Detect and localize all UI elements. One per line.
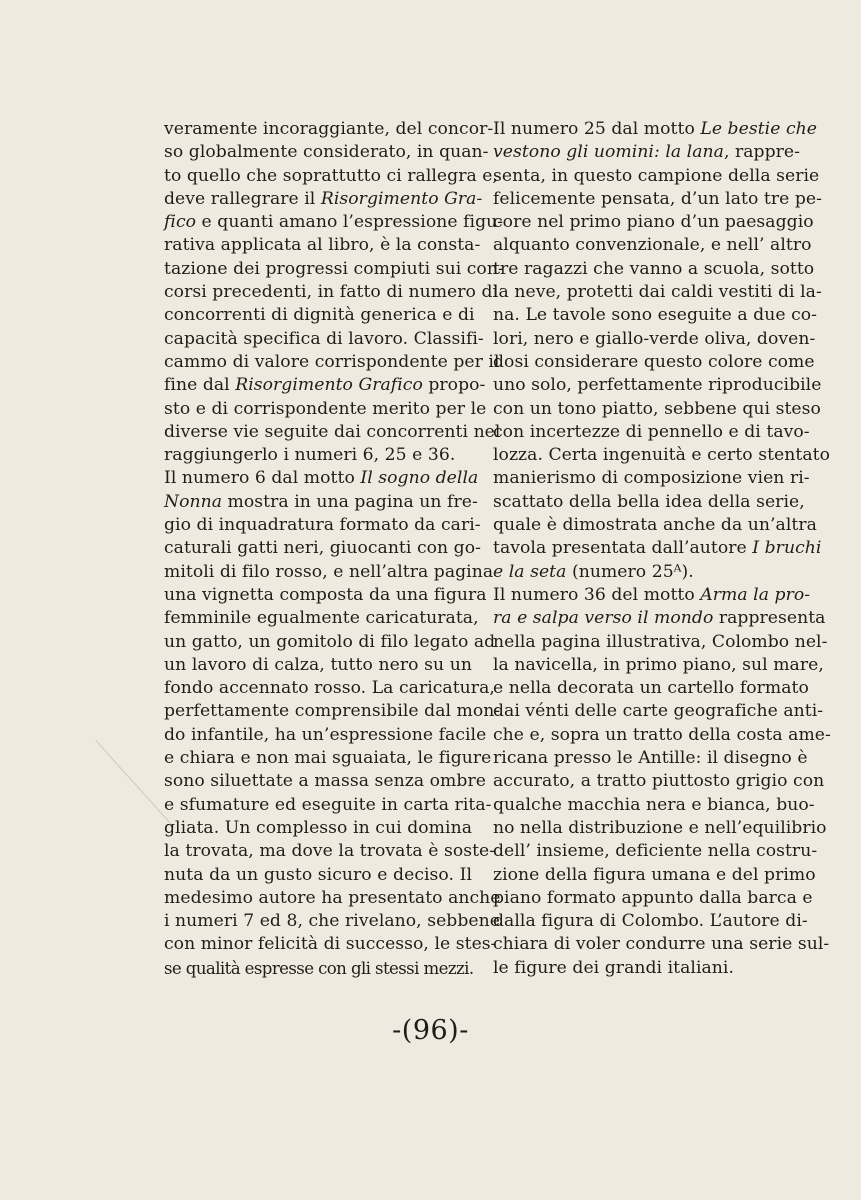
line-text: un gatto, un gomitolo di filo legato ad <box>164 631 496 652</box>
text-line <box>493 794 815 817</box>
text-line <box>164 211 504 234</box>
line-text: una vignetta composta da una figura <box>164 584 487 605</box>
line-text: se qualità espresse con gli stessi mezzi. <box>164 958 474 978</box>
line-text: zione della figura umana e del primo <box>493 864 816 885</box>
text-line <box>164 770 486 793</box>
line-text: tazione dei progressi compiuti sui con- <box>164 258 504 279</box>
text-line <box>164 957 472 980</box>
line-text: i numeri 7 ed 8, che rivelano, sebbene <box>164 911 500 932</box>
text-line <box>164 444 472 467</box>
line-text: rativa applicata al libro, è la consta- <box>164 235 481 256</box>
line-text: felicemente pensata, d’un lato tre pe- <box>493 188 822 209</box>
text-line <box>493 467 810 490</box>
italic-title-text: e la seta <box>493 561 567 582</box>
line-text: Il numero 6 dal motto <box>164 468 361 489</box>
line-text: capacità specifica di lavoro. Classifi- <box>164 328 484 349</box>
line-text: con minor felicità di successo, le stes- <box>164 934 497 955</box>
italic-title-text: vestono gli uomini: la lana <box>493 142 724 163</box>
line-text: uno solo, perfettamente riproducibile <box>493 375 822 396</box>
line-text: nuta da un gusto sicuro e deciso. Il <box>164 864 472 885</box>
line-text: cammo di valore corrispondente per il <box>164 351 500 372</box>
line-text: qualche macchia nera e bianca, buo- <box>493 794 815 815</box>
line-text: e sfumature ed eseguite in carta rita- <box>164 794 492 815</box>
text-line <box>164 188 483 211</box>
text-line <box>493 234 812 257</box>
line-text: dosi considerare questo colore come <box>493 351 815 372</box>
text-line <box>493 747 808 770</box>
line-text: che e, sopra un tratto della costa ame- <box>493 724 831 745</box>
text-line <box>164 141 489 164</box>
line-text: la navicella, in primo piano, sul mare, <box>493 654 824 675</box>
italic-title-text: Risorgimento Grafico <box>235 375 423 396</box>
text-line <box>164 910 500 933</box>
text-line <box>493 281 822 304</box>
line-text: lozza. Certa ingenuità e certo stentato <box>493 445 830 466</box>
page-number: -(96)- <box>392 1015 469 1046</box>
text-line <box>493 304 818 327</box>
text-line <box>164 421 501 444</box>
text-line <box>164 491 478 514</box>
line-text: mostra in una pagina un fre- <box>222 491 478 512</box>
line-text: con incertezze di pennello e di tavo- <box>493 421 810 442</box>
line-text: core nel primo piano d’un paesaggio <box>493 212 814 233</box>
text-line <box>493 607 826 630</box>
line-text: la neve, protetti dai caldi vestiti di la- <box>493 282 822 303</box>
text-line <box>164 677 495 700</box>
line-text: manierismo di composizione vien ri- <box>493 468 810 489</box>
line-text: alquanto convenzionale, e nell’ altro <box>493 235 812 256</box>
text-line <box>493 258 815 281</box>
text-line <box>164 724 487 747</box>
line-text: femminile egualmente caricaturata, <box>164 608 479 629</box>
text-line <box>164 258 504 281</box>
text-line <box>164 281 499 304</box>
line-text: sto e di corrispondente merito per le <box>164 398 487 419</box>
italic-title-text: Il sogno della <box>360 468 479 489</box>
text-line <box>493 677 809 700</box>
line-text: la trovata, ma dove la trovata è soste- <box>164 841 496 862</box>
line-text: nella pagina illustrativa, Colombo nel- <box>493 631 828 652</box>
text-line <box>164 747 492 770</box>
line-text: accurato, a tratto piuttosto grigio con <box>493 771 825 792</box>
text-line <box>164 584 487 607</box>
italic-title-text: fico <box>164 212 197 233</box>
line-text: no nella distribuzione e nell’equilibrio <box>493 817 827 838</box>
text-line <box>493 864 816 887</box>
text-line <box>493 211 814 234</box>
line-text: tavola presentata dall’autore <box>493 538 753 559</box>
line-text: e chiara e non mai sguaiata, le figure <box>164 748 492 769</box>
text-line <box>164 887 501 910</box>
text-line <box>493 840 818 863</box>
italic-title-text: Le bestie che <box>700 119 817 139</box>
text-line <box>493 817 827 840</box>
text-line <box>493 631 828 654</box>
text-line <box>164 840 496 863</box>
line-text: dalla figura di Colombo. L’autore di- <box>493 911 808 932</box>
line-text: e nella decorata un cartello formato <box>493 678 809 699</box>
line-text: Il numero 36 del motto <box>493 584 701 605</box>
text-line <box>493 654 824 677</box>
italic-title-text: ra e salpa verso il mondo <box>493 608 714 629</box>
line-text: , rappre- <box>723 142 800 163</box>
text-line <box>164 607 479 630</box>
text-line <box>493 561 797 584</box>
text-line <box>493 700 824 723</box>
text-line <box>164 631 496 654</box>
text-line <box>164 374 486 397</box>
line-text: perfettamente comprensibile dal mon- <box>164 701 501 722</box>
line-text: diverse vie seguite dai concorrenti nel <box>164 421 501 442</box>
line-text: sono siluettate a massa senza ombre <box>164 771 486 792</box>
italic-title-text: Arma la pro- <box>700 584 811 605</box>
line-text: lori, nero e giallo-verde oliva, doven- <box>493 328 816 349</box>
line-text: (numero 25ᴬ). <box>566 561 694 582</box>
margin-scan-mark <box>95 740 175 828</box>
line-text: ricana presso le Antille: il disegno è <box>493 748 808 769</box>
text-line <box>493 491 805 514</box>
line-text: corsi precedenti, in fatto di numero di <box>164 282 499 303</box>
line-text: senta, in questo campione della serie <box>493 165 820 186</box>
text-line <box>493 514 817 537</box>
line-text: rappresenta <box>713 608 826 629</box>
text-line <box>164 561 494 584</box>
text-line <box>164 817 472 840</box>
text-line <box>164 794 492 817</box>
text-line <box>164 537 481 560</box>
text-line <box>164 351 500 374</box>
text-line <box>164 864 472 887</box>
text-line <box>493 887 813 910</box>
text-line <box>493 724 831 747</box>
text-line <box>493 910 808 933</box>
line-text: concorrenti di dignità generica e di <box>164 305 475 326</box>
right-text-column <box>493 118 831 980</box>
text-line <box>164 304 475 327</box>
text-line <box>493 351 815 374</box>
line-text: dai vénti delle carte geografiche anti- <box>493 701 824 722</box>
text-line <box>493 141 800 164</box>
line-text: Il numero 25 dal motto <box>493 119 701 139</box>
line-text: quale è dimostrata anche da un’altra <box>493 515 817 536</box>
line-text: un lavoro di calza, tutto nero su un <box>164 654 472 675</box>
line-text: con un tono piatto, sebbene qui steso <box>493 398 821 419</box>
line-text: fine dal <box>164 375 236 396</box>
text-line <box>493 165 820 188</box>
line-text: fondo accennato rosso. La caricatura, <box>164 678 495 699</box>
line-text: caturali gatti neri, giuocanti con go- <box>164 538 481 559</box>
text-line <box>164 398 487 421</box>
line-text: mitoli di filo rosso, e nell’altra pagina <box>164 561 494 582</box>
text-line <box>164 514 481 537</box>
line-text: chiara di voler condurre una serie sul- <box>493 934 830 955</box>
text-line <box>493 537 822 560</box>
text-line <box>493 328 816 351</box>
line-text: to quello che soprattutto ci rallegra e, <box>164 165 499 186</box>
line-text: medesimo autore ha presentato anche <box>164 887 501 908</box>
line-text: veramente incoraggiante, del concor- <box>164 119 494 139</box>
text-line <box>493 444 830 467</box>
line-text: tre ragazzi che vanno a scuola, sotto <box>493 258 815 279</box>
text-line <box>164 118 494 141</box>
left-text-column <box>164 118 504 980</box>
text-line <box>493 933 830 956</box>
text-line <box>164 654 472 677</box>
text-line <box>493 584 811 607</box>
line-text: do infantile, ha un’espressione facile <box>164 724 487 745</box>
line-text: piano formato appunto dalla barca e <box>493 887 813 908</box>
text-line <box>493 118 817 141</box>
line-text: le figure dei grandi italiani. <box>493 957 734 978</box>
text-line <box>493 957 797 980</box>
text-line <box>164 328 484 351</box>
text-line <box>164 933 497 956</box>
text-line <box>493 770 825 793</box>
line-text: na. Le tavole sono eseguite a due co- <box>493 305 818 326</box>
italic-title-text: Nonna <box>164 491 223 512</box>
line-text: e quanti amano l’espressione figu- <box>196 212 504 233</box>
line-text: so globalmente considerato, in quan- <box>164 142 489 163</box>
text-line <box>493 398 821 421</box>
line-text: gliata. Un complesso in cui domina <box>164 817 472 838</box>
line-text: propo- <box>422 375 486 396</box>
text-line <box>164 700 501 723</box>
line-text: gio di inquadratura formato da cari- <box>164 515 481 536</box>
line-text: scattato della bella idea della serie, <box>493 491 805 512</box>
line-text: dell’ insieme, deficiente nella costru- <box>493 841 818 862</box>
line-text: deve rallegrare il <box>164 188 321 209</box>
text-line <box>493 374 822 397</box>
italic-title-text: Risorgimento Gra- <box>320 188 483 209</box>
line-text: raggiungerlo i numeri 6, 25 e 36. <box>164 445 456 466</box>
text-line <box>164 467 479 490</box>
italic-title-text: I bruchi <box>752 538 822 559</box>
text-line <box>493 188 822 211</box>
text-line <box>164 234 481 257</box>
text-line <box>164 165 499 188</box>
text-line <box>493 421 810 444</box>
